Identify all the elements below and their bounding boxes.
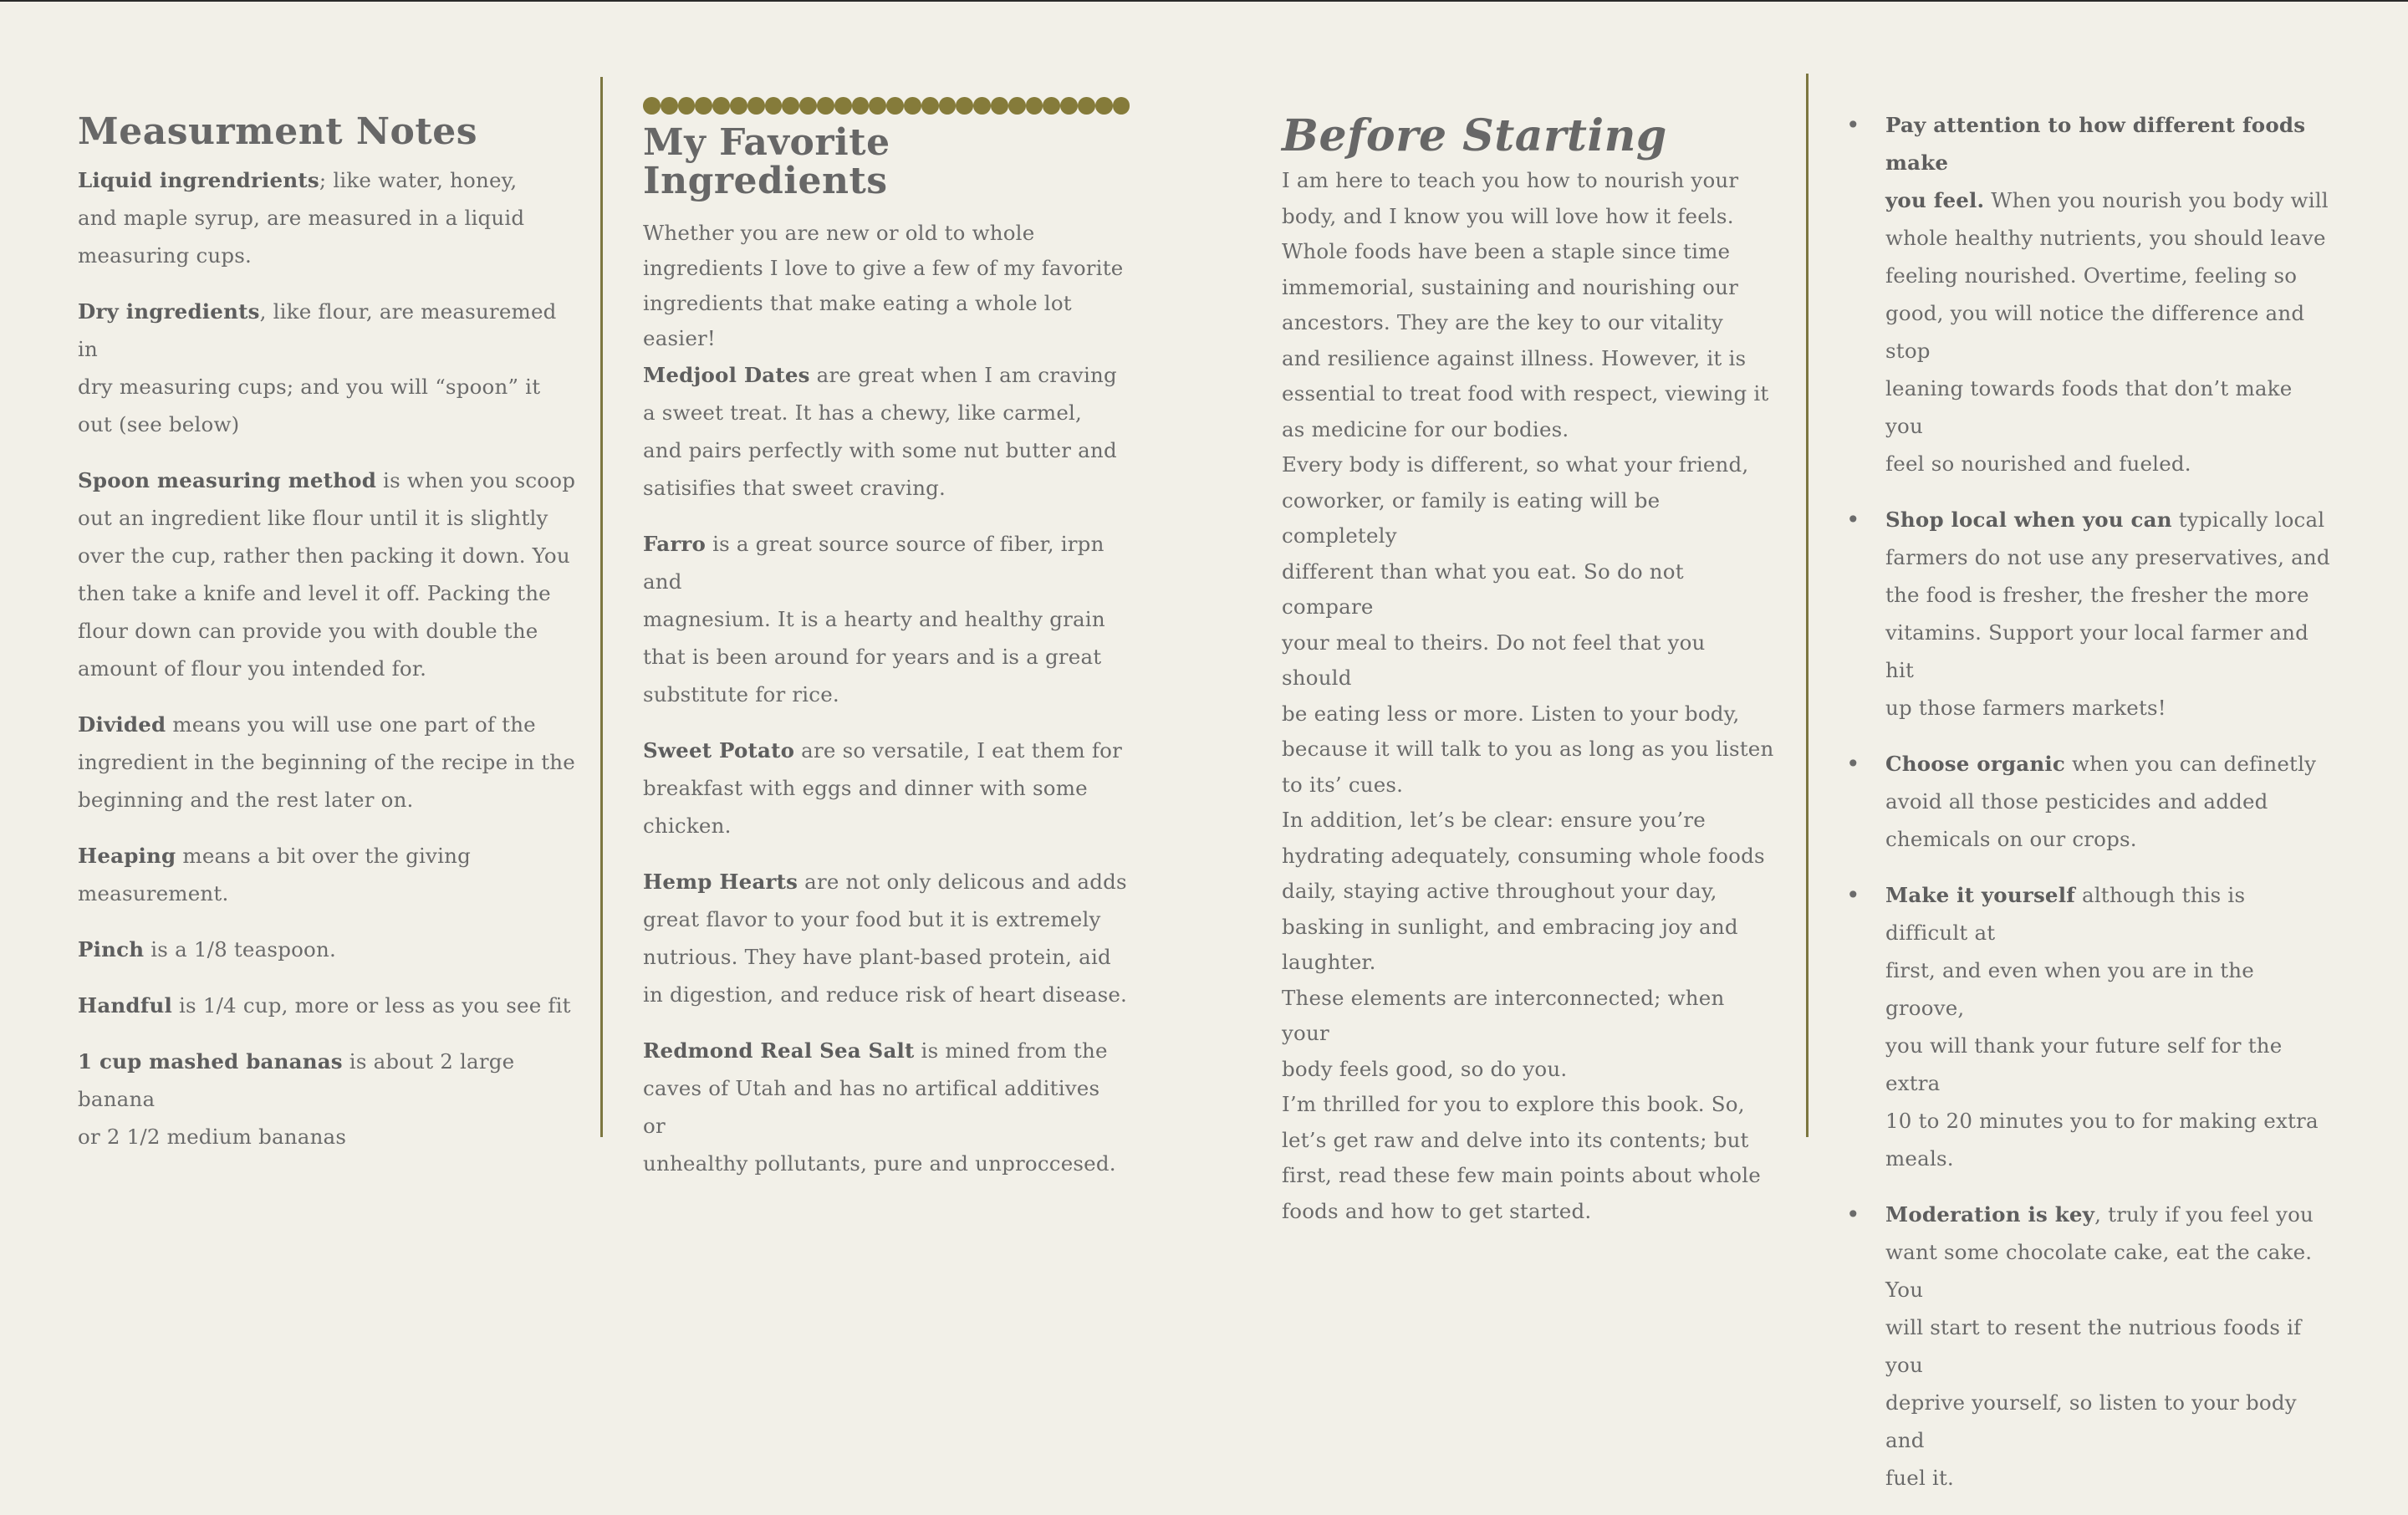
measurement-notes-list [78, 161, 579, 1174]
ornament-dot [1095, 97, 1113, 115]
tip-item [1846, 106, 2331, 482]
measurement-note [78, 293, 579, 443]
before-starting-text [1282, 163, 1775, 1229]
note-term: Dry ingredients [78, 299, 260, 324]
ornament-dot [1043, 97, 1060, 115]
ornament-dot [1078, 97, 1095, 115]
ornament-dot [1060, 97, 1078, 115]
tip-body: you will thank your future self for the extra [1885, 1033, 2283, 1095]
intro-text: ingredients that make eating a whole lot easier! [643, 291, 1072, 350]
ingredient-name: Farro [643, 532, 707, 556]
ingredient-text: magnesium. It is a hearty and healthy grain [643, 607, 1105, 631]
tip-body: first, and even when you are in the groove, [1885, 958, 2254, 1020]
note-text: dry measuring cups; and you will “spoon” it [78, 375, 541, 399]
ingredient-text: substitute for rice. [643, 682, 839, 706]
note-text: is 1/4 cup, more or less as you see fit [172, 993, 571, 1018]
tip-body: meals. [1885, 1146, 1954, 1171]
tip-text [1885, 876, 2331, 1177]
note-text: ingredient in the beginning of the recipe in the [78, 750, 575, 774]
tip-text [1885, 1196, 2331, 1497]
ingredient-text: chicken. [643, 814, 732, 838]
ornament-dot [956, 97, 973, 115]
ingredient-text: are great when I am craving [809, 363, 1117, 387]
tip-body: the food is fresher, the fresher the more [1885, 583, 2309, 607]
ingredient-text: a sweet treat. It has a chewy, like carmel, [643, 400, 1083, 425]
ingredient-text: breakfast with eggs and dinner with some [643, 776, 1088, 800]
note-text: and maple syrup, are measured in a liquid [78, 206, 525, 230]
measurement-note [78, 837, 579, 912]
note-term: Handful [78, 993, 173, 1018]
note-text: is a 1/8 teaspoon. [144, 937, 336, 962]
measurement-note [78, 161, 579, 274]
measurement-note [78, 987, 579, 1024]
ornament-dot [695, 97, 712, 115]
ingredient-text: great flavor to your food but it is extremely [643, 907, 1101, 931]
tip-body: fuel it. [1885, 1466, 1955, 1490]
column-divider-right [1806, 74, 1809, 1137]
ingredient-item [643, 356, 1128, 507]
ornament-dot [1008, 97, 1026, 115]
ornament-dot [661, 97, 678, 115]
body-line: first, read these few main points about whole [1282, 1163, 1761, 1187]
body-line: immemorial, sustaining and nourishing our [1282, 274, 1739, 299]
ingredient-text: and pairs perfectly with some nut butter and [643, 438, 1117, 462]
note-term: Liquid ingrendrients [78, 168, 319, 192]
note-text: over the cup, rather then packing it down. You [78, 543, 570, 568]
ornament-dot [799, 97, 817, 115]
ingredient-name: Hemp Hearts [643, 870, 798, 894]
bullet-icon: • [1846, 881, 1860, 909]
body-line: as medicine for our bodies. [1282, 416, 1569, 441]
tip-term [1885, 508, 2172, 532]
body-line: body, and I know you will love how it feels. [1282, 203, 1734, 228]
note-term: Divided [78, 712, 166, 737]
ingredient-text: that is been around for years and is a great [643, 645, 1102, 669]
ornament-dot [1026, 97, 1043, 115]
bullet-icon: • [1846, 506, 1860, 533]
note-text: means you will use one part of the [166, 712, 536, 737]
measurement-note [78, 931, 579, 968]
before-starting-body [1282, 163, 1775, 1229]
tip-term [1885, 1202, 2094, 1227]
ornament-dot [886, 97, 904, 115]
tip-term-line: you feel. [1885, 188, 1985, 212]
note-text: , like flour, are measuremed in [78, 299, 557, 361]
body-line: In addition, let’s be clear: ensure you’re [1282, 808, 1706, 832]
ingredients-intro [643, 216, 1128, 356]
body-line: let’s get raw and delve into its contents; but [1282, 1127, 1749, 1152]
tip-body: feel so nourished and fueled. [1885, 451, 2191, 476]
intro-text: ingredients I love to give a few of my favorite [643, 256, 1124, 280]
note-text: or 2 1/2 medium bananas [78, 1125, 347, 1149]
ingredient-text: unhealthy pollutants, pure and unproccesed. [643, 1151, 1116, 1176]
note-text: amount of flour you intended for. [78, 656, 427, 681]
title-line-2: Ingredients [643, 160, 888, 202]
column-divider-left [600, 77, 603, 1137]
ornament-dot [730, 97, 747, 115]
measurement-notes-title: Measurment Notes [78, 110, 477, 153]
body-line: These elements are interconnected; when your [1282, 985, 1725, 1045]
tip-term-line: Choose organic [1885, 752, 2065, 776]
body-line: laughter. [1282, 950, 1376, 974]
note-text: is when you scoop [376, 468, 576, 492]
before-starting-title: Before Starting [1282, 110, 1667, 161]
measurement-note [78, 706, 579, 819]
measurement-note [78, 462, 579, 687]
body-line: because it will talk to you as long as you listen [1282, 737, 1774, 761]
ingredient-text: caves of Utah and has no artifical additives or [643, 1076, 1100, 1138]
body-line: ancestors. They are the key to our vitality [1282, 310, 1723, 334]
body-line: daily, staying active throughout your day, [1282, 879, 1717, 903]
ornament-dot [817, 97, 834, 115]
tip-body: feeling nourished. Overtime, feeling so [1885, 263, 2298, 288]
tip-item [1846, 1196, 2331, 1497]
tip-body: although this is difficult at [1885, 883, 2246, 945]
body-line: I am here to teach you how to nourish your [1282, 168, 1739, 192]
tip-body: , truly if you feel you [2094, 1202, 2314, 1227]
ingredient-item [643, 863, 1128, 1013]
title-line-1: My Favorite [643, 121, 890, 164]
tip-body: farmers do not use any preservatives, and [1885, 545, 2330, 569]
note-text: then take a knife and level it off. Packing the [78, 581, 551, 605]
ornament-dot [939, 97, 957, 115]
ornament-dot [765, 97, 783, 115]
bullet-icon: • [1846, 111, 1860, 139]
tip-body: When you nourish you body will [1984, 188, 2329, 212]
tip-body: will start to resent the nutrious foods if you [1885, 1315, 2302, 1377]
body-line: I’m thrilled for you to explore this book. So, [1282, 1092, 1745, 1116]
tip-term [1885, 883, 2075, 907]
ornament-dot [712, 97, 730, 115]
note-text: beginning and the rest later on. [78, 788, 414, 812]
top-border [0, 0, 2408, 2]
ornament-dot [782, 97, 799, 115]
body-line: foods and how to get started. [1282, 1198, 1592, 1223]
ingredient-text: are so versatile, I eat them for [794, 738, 1122, 763]
tip-item [1846, 501, 2331, 727]
ornament-dot [869, 97, 886, 115]
note-text: out (see below) [78, 412, 240, 436]
body-line: basking in sunlight, and embracing joy and [1282, 914, 1738, 939]
body-line: essential to treat food with respect, viewing it [1282, 381, 1769, 406]
ornament-dot [678, 97, 696, 115]
note-term: 1 cup mashed bananas [78, 1049, 343, 1074]
ingredient-text: nutrious. They have plant-based protein, aid [643, 945, 1111, 969]
note-text: measuring cups. [78, 243, 253, 268]
ornament-dot [991, 97, 1008, 115]
bullet-icon: • [1846, 750, 1860, 778]
tip-term-line: Pay attention to how different foods make [1885, 113, 2306, 175]
tip-body: avoid all those pesticides and added [1885, 789, 2268, 814]
note-term: Pinch [78, 937, 145, 962]
tip-term-line: Shop local when you can [1885, 508, 2172, 532]
ingredient-text: in digestion, and reduce risk of heart disease. [643, 982, 1128, 1007]
measurement-note [78, 1043, 579, 1155]
body-line: Whole foods have been a staple since time [1282, 239, 1731, 263]
bullet-icon: • [1846, 1201, 1860, 1228]
favorite-ingredients-title [643, 121, 977, 202]
body-line: be eating less or more. Listen to your body, [1282, 701, 1740, 726]
body-line: Every body is different, so what your friend, [1282, 452, 1749, 477]
body-line: your meal to theirs. Do not feel that you should [1282, 630, 1706, 690]
tip-item [1846, 876, 2331, 1177]
tip-body: up those farmers markets! [1885, 696, 2166, 720]
ingredient-name: Medjool Dates [643, 363, 810, 387]
tip-body: whole healthy nutrients, you should leave [1885, 226, 2326, 250]
tip-body: good, you will notice the difference and stop [1885, 301, 2305, 363]
body-line: body feels good, so do you. [1282, 1056, 1568, 1081]
ornament-dot [834, 97, 852, 115]
note-text: out an ingredient like flour until it is slightly [78, 506, 548, 530]
ingredient-name: Redmond Real Sea Salt [643, 1038, 915, 1063]
tip-item [1846, 745, 2331, 858]
ingredient-text: is a great source source of fiber, irpn and [643, 532, 1105, 594]
ingredient-item [643, 1032, 1128, 1182]
body-line: different than what you eat. So do not compare [1282, 559, 1684, 619]
ornament-dot [904, 97, 921, 115]
favorite-ingredients-list [643, 216, 1128, 1201]
tip-term-line: Moderation is key [1885, 1202, 2095, 1227]
tip-body: typically local [2171, 508, 2325, 532]
dotted-ornament [643, 97, 1130, 115]
tip-body: leaning towards foods that don’t make you [1885, 376, 2293, 438]
tip-body: 10 to 20 minutes you to for making extra [1885, 1109, 2319, 1133]
ornament-dot [973, 97, 991, 115]
ornament-dot [643, 97, 661, 115]
ingredient-name: Sweet Potato [643, 738, 795, 763]
note-text: is about 2 large banana [78, 1049, 515, 1111]
body-line: and resilience against illness. However, it is [1282, 345, 1747, 370]
note-term: Heaping [78, 844, 176, 868]
ingredient-text: satisifies that sweet craving. [643, 476, 946, 500]
tip-body: want some chocolate cake, eat the cake. You [1885, 1240, 2313, 1302]
tip-body: deprive yourself, so listen to your body and [1885, 1390, 2297, 1452]
ingredient-item [643, 732, 1128, 844]
tip-term-line: Make it yourself [1885, 883, 2075, 907]
ingredient-text: are not only delicous and adds [798, 870, 1127, 894]
ornament-dot [1113, 97, 1130, 115]
tip-text [1885, 106, 2331, 482]
note-text: means a bit over the giving [176, 844, 471, 868]
tip-text [1885, 501, 2331, 727]
intro-text: Whether you are new or old to whole [643, 221, 1035, 245]
tip-body: vitamins. Support your local farmer and hit [1885, 620, 2309, 682]
ornament-dot [852, 97, 870, 115]
ornament-dot [747, 97, 765, 115]
tip-body: when you can definetly [2065, 752, 2317, 776]
tips-list [1846, 106, 2331, 1515]
body-line: coworker, or family is eating will be completely [1282, 487, 1661, 548]
tip-body: chemicals on our crops. [1885, 827, 2137, 851]
note-text: measurement. [78, 881, 229, 905]
tip-term [1885, 752, 2065, 776]
ornament-dot [921, 97, 939, 115]
tip-text [1885, 745, 2331, 858]
note-text: ; like water, honey, [319, 168, 518, 192]
ingredient-item [643, 525, 1128, 713]
body-line: to its’ cues. [1282, 772, 1404, 797]
ingredient-text: is mined from the [914, 1038, 1108, 1063]
note-text: flour down can provide you with double the [78, 619, 538, 643]
note-term: Spoon measuring method [78, 468, 377, 492]
body-line: hydrating adequately, consuming whole foods [1282, 843, 1765, 868]
